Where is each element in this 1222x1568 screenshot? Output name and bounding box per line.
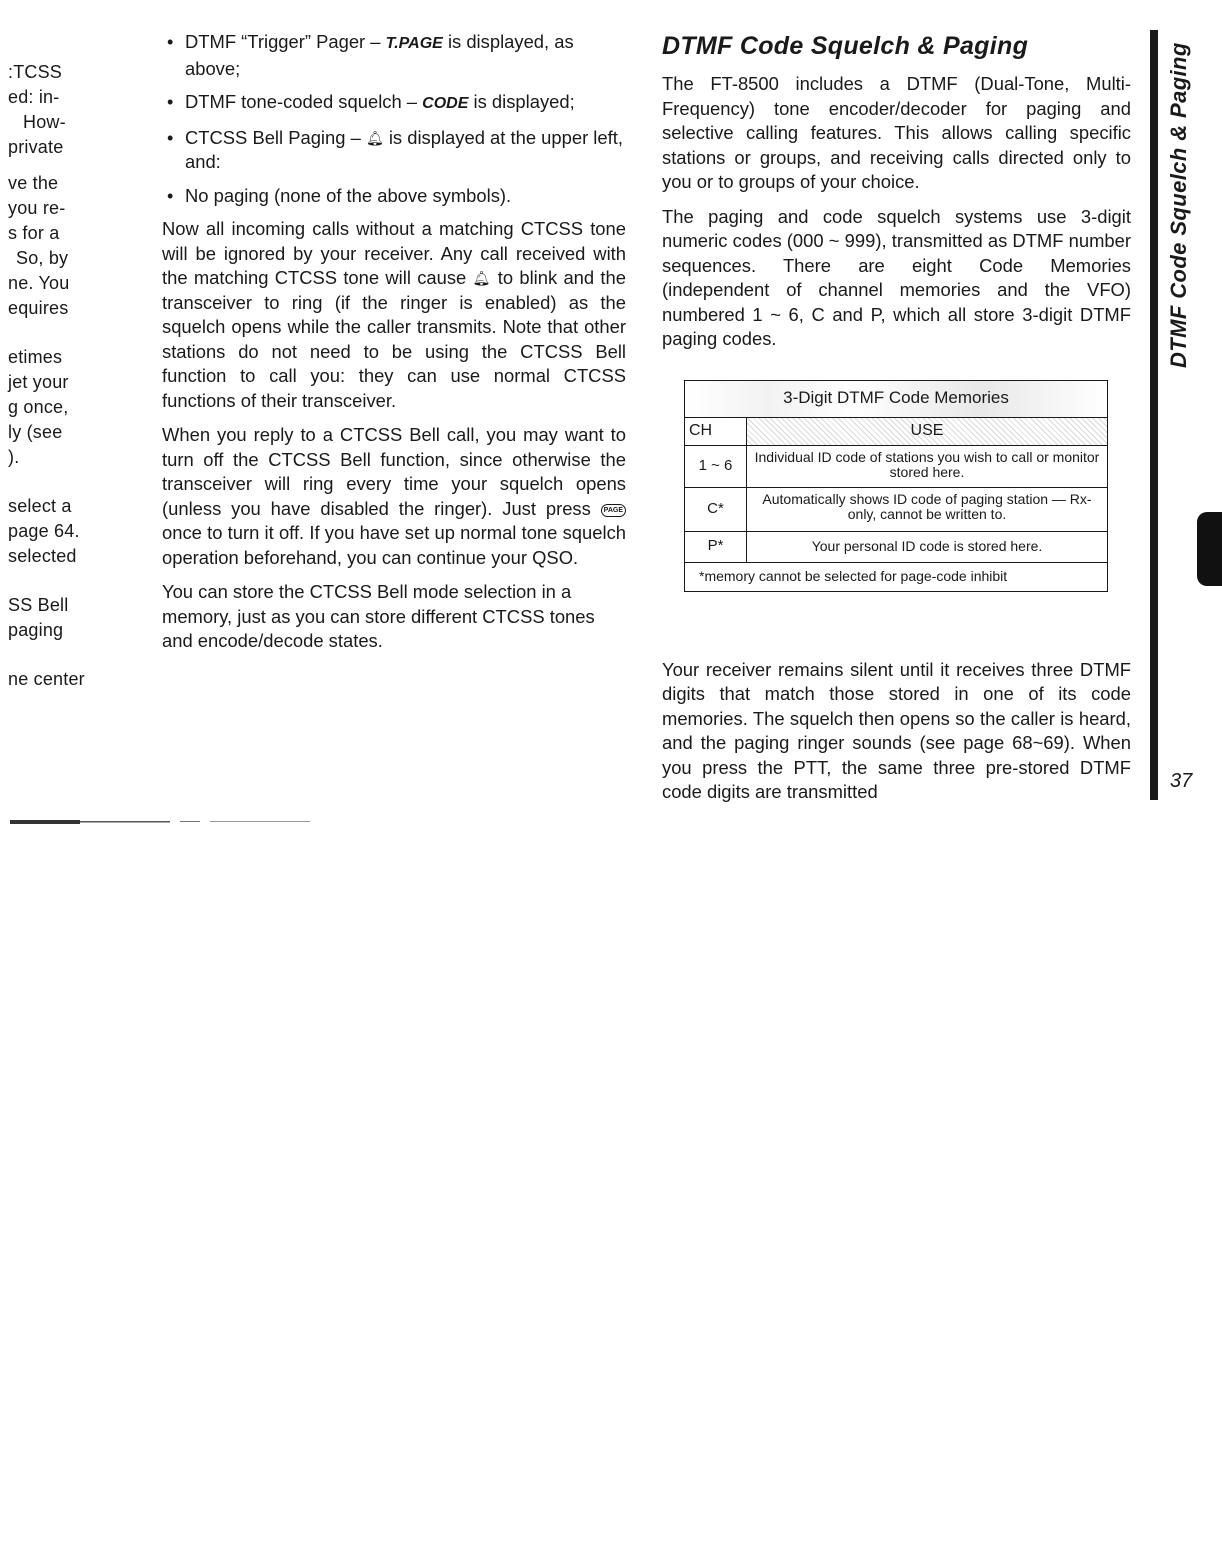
fragment-line: paging — [8, 620, 64, 640]
fragment-line: select a — [8, 496, 72, 516]
fragment-line: ). — [8, 447, 20, 467]
fragment-line: you re- — [8, 198, 66, 218]
fragment-line: g once, — [8, 397, 69, 417]
paragraph: The paging and code squelch systems use 3-digit numeric codes (000 ~ 999), transmitted as DTMF number sequences. There are eight Code Memories (independent of channel memories and the VFO) numbered 1 ~ 6, C and P, which all store 3-digit DTMF paging codes. — [662, 205, 1131, 349]
page-key-icon: PAGE — [601, 504, 626, 517]
bell-icon: 🔔︎ — [365, 129, 384, 146]
paging-symbol-list — [162, 30, 626, 208]
fragment-line: ed: in- — [8, 87, 60, 107]
table-row — [685, 532, 1107, 563]
cell-use: Individual ID code of stations you wish to call or monitor stored here. — [754, 448, 1100, 480]
page-number: 37 — [1170, 770, 1193, 792]
table-header-row — [685, 418, 1107, 446]
fragment-line: selected — [8, 546, 77, 566]
fragment-line: :TCSS — [8, 62, 63, 82]
list-item: • CTCSS Bell Paging – 🔔︎ is displayed at the upper left, and: — [162, 126, 626, 175]
column-header-use: USE — [747, 418, 1107, 445]
list-item: • DTMF “Trigger” Pager – T.PAGE is displayed, as above; — [162, 30, 626, 81]
fragment-line: ne. You — [8, 273, 70, 293]
table-footnote: *memory cannot be selected for page-code inhibit — [699, 568, 1008, 585]
fragment-line: ly (see — [8, 422, 63, 442]
code-memories-table — [684, 380, 1108, 592]
scan-artifact — [10, 820, 310, 824]
fragment-line: ne center — [8, 669, 85, 689]
paragraph: Now all incoming calls without a matching CTCSS tone will be ignored by your receiver. Any call received with the matching CTCSS tone will cause 🔔︎ to blink and the transceiver to ring (if the ringer is enabled) as the squelch opens while the caller transmits. Note that other stations do not need to be using the CTCSS Bell function to call you: they can use normal CTCSS functions of their transceiver. — [162, 218, 626, 411]
fragment-line: jet your — [8, 372, 69, 392]
chapter-side-title: DTMF Code Squelch & Paging — [1166, 42, 1191, 368]
cell-use: Your personal ID code is stored here. — [811, 538, 1043, 554]
fragment-line: SS Bell — [8, 595, 69, 615]
fragment-line: equires — [8, 298, 69, 318]
paragraph: The FT-8500 includes a DTMF (Dual-Tone, Multi-Frequency) tone encoder/decoder for paging and selective calling features. This allows calling specific stations or groups, and receiving calls directed only to you or to groups of your choice. — [662, 73, 1131, 192]
chapter-bar — [1150, 30, 1158, 800]
cell-use: Automatically shows ID code of paging station — Rx-only, cannot be written to. — [762, 490, 1092, 522]
fragment-line: How- — [23, 112, 66, 132]
bell-icon: 🔔︎ — [472, 270, 492, 286]
paragraph: When you reply to a CTCSS Bell call, you may want to turn off the CTCSS Bell function, since otherwise the transceiver will ring every time your squelch opens (unless you have disabled the ringer). Just press PAGE once to turn it off. If you have set up normal tone squelch operation beforehand, you can continue your QSO. — [162, 424, 626, 568]
fragment-line: etimes — [8, 347, 63, 367]
column-header-ch: CH — [685, 418, 747, 445]
fragment-line: page 64. — [8, 521, 80, 541]
right-column — [662, 30, 1131, 815]
fragment-line: private — [8, 137, 64, 157]
paragraph: Your receiver remains silent until it receives three DTMF digits that match those stored in one of its code memories. The squelch then opens so the caller is heard, and the paging ringer sounds (see page 68~69). When you press the PTT, the same three pre-stored DTMF code digits are transmitted — [662, 658, 1131, 802]
cell-ch: 1 ~ 6 — [685, 446, 747, 487]
table-title: 3-Digit DTMF Code Memories — [685, 381, 1107, 418]
cell-ch: C* — [685, 488, 747, 531]
tpage-symbol: T.PAGE — [385, 35, 443, 52]
table-row — [685, 446, 1107, 488]
left-column-fragment — [8, 60, 86, 692]
section-heading: DTMF Code Squelch & Paging — [662, 32, 1029, 60]
fragment-line: ve the — [8, 173, 59, 193]
fragment-line: So, by — [16, 248, 69, 268]
middle-column — [162, 30, 626, 664]
fragment-line: s for a — [8, 223, 60, 243]
table-row — [685, 488, 1107, 532]
cell-ch: P* — [685, 532, 747, 562]
list-item: • DTMF tone-coded squelch – CODE is displayed; — [162, 90, 626, 117]
paragraph: You can store the CTCSS Bell mode selection in a memory, just as you can store different CTCSS tones and encode/decode states. — [162, 581, 595, 651]
thumb-tab-marker — [1197, 512, 1222, 586]
list-item: • No paging (none of the above symbols). — [162, 184, 626, 209]
code-symbol: CODE — [422, 95, 469, 112]
